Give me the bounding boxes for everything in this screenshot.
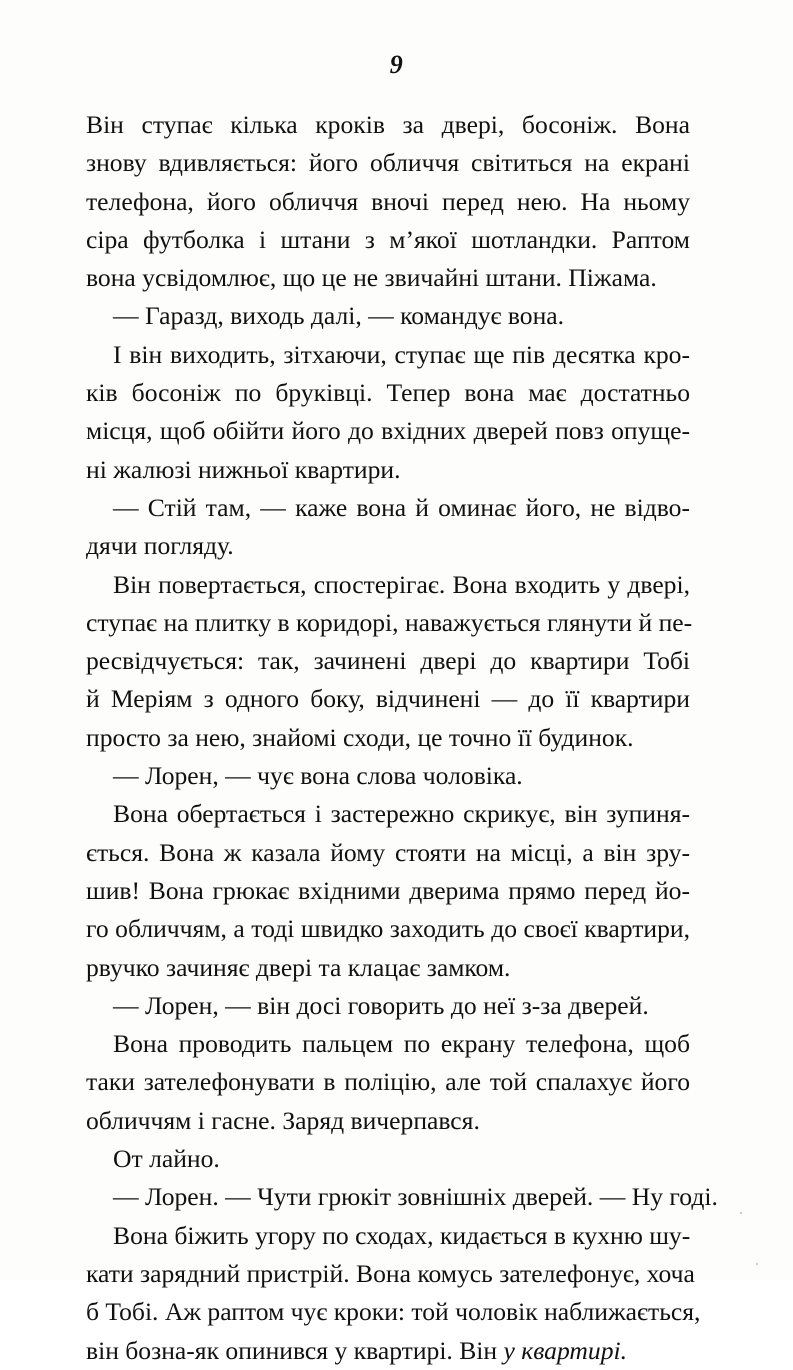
text-line: рвучко зачиняє двері та клацає замком. [86,952,511,982]
text-line: кати зарядний пристрій. Вона комусь зателефонує, хоча [86,1258,695,1288]
text-line: місця, щоб обійти його до вхідних дверей повз опуще- [86,416,690,446]
text-line: Вона проводить пальцем по екрану телефона, щоб [113,1029,690,1059]
text-line: — Стій там, — каже вона й оминає його, не відво- [113,492,690,522]
text-line: шив! Вона грюкає вхідними дверима прямо перед йо- [86,875,690,905]
text-line: го обличчям, а тоді швидко заходить до своєї квартири, [86,914,690,944]
text-line: дячи погляду. [86,531,234,561]
text-line: б Тобі. Аж раптом чує кроки: той чоловік наближається, [86,1297,701,1327]
text-line: ні жалюзі нижньої квартири. [86,454,401,484]
text-line: вона усвідомлює, що це не звичайні штани. Піжама. [86,263,657,293]
page-number: 9 [389,50,404,79]
text-line: просто за нею, знайомі сходи, це точно її будинок. [86,722,634,752]
text-line: сіра футболка і штани з м’якої шотландки. Раптом [86,224,690,254]
text-line: — Гаразд, виходь далі, — командує вона. [113,301,565,331]
text-line: ків босоніж по бруківці. Тепер вона має достатньо [86,378,690,408]
text-line: ступає на плитку в коридорі, наважується глянути й пе- [86,607,693,637]
text-line-final [86,1332,690,1370]
text-line-final-plain: він бозна-як опинився у квартирі. Він [86,1335,504,1365]
body-text [86,106,718,1370]
text-line: обличчям і гасне. Заряд вичерпався. [86,1105,480,1135]
text-line: знову вдивляється: його обличчя світиться на екрані [86,148,690,178]
text-line: — Лорен. — Чути грюкіт зовнішніх дверей. — Ну годі. [113,1182,718,1212]
text-line: От лайно. [113,1144,220,1174]
text-line: — Лорен, — він досі говорить до неї з-за дверей. [113,990,649,1020]
paper-speck [756,1263,758,1265]
text-line: Він ступає кілька кроків за двері, босоніж. Вона [86,110,690,139]
text-line: ресвідчується: так, зачинені двері до квартири Тобі [86,646,690,676]
text-line: ється. Вона ж казала йому стояти на місці, а він зру- [86,837,690,867]
text-line: Вона біжить угору по сходах, кидається в кухню шу- [113,1220,691,1250]
text-line: таки зателефонувати в поліцію, але той спалахує його [86,1067,690,1097]
paper-speck [740,1212,742,1214]
text-line: Він повертається, спостерігає. Вона входить у двері, [113,569,690,599]
text-line: й Меріям з одного боку, відчинені — до її квартири [86,684,690,714]
text-line: — Лорен, — чує вона слова чоловіка. [113,761,523,791]
italic-emphasis: у квартирі. [503,1335,628,1365]
text-line: І він виходить, зітхаючи, ступає ще пів десятка кро- [113,339,690,369]
text-line: телефона, його обличчя вночі перед нею. На ньому [86,186,690,216]
text-line: Вона обертається і застережно скрикує, він зупиня- [113,799,690,829]
